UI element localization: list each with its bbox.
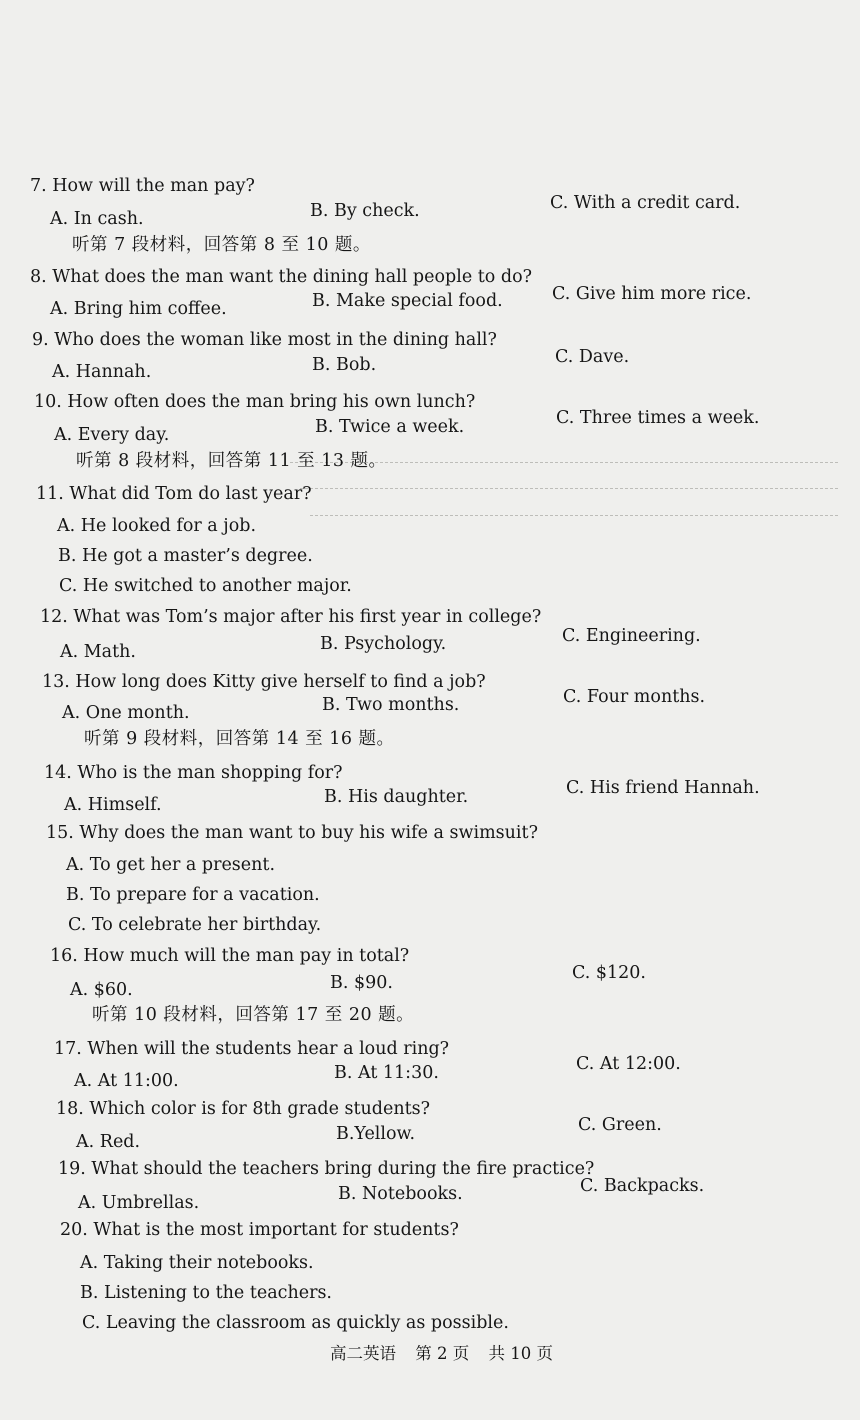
question-15-stem: 15. Why does the man want to buy his wife a swimsuit? [46,823,538,843]
question-11-option-b: B. He got a master’s degree. [58,546,313,566]
question-17-stem: 17. When will the students hear a loud ring? [54,1039,450,1059]
section-10-instruction: 听第 10 段材料，回答第 17 至 20 题。 [92,1005,415,1025]
question-19-option-a: A. Umbrellas. [78,1193,200,1213]
question-8-option-c: C. Give him more rice. [552,284,752,304]
question-15-option-b: B. To prepare for a vacation. [66,885,320,905]
footer-total-pages: 共 10 页 [488,1344,553,1363]
question-16-option-b: B. $90. [330,973,393,993]
question-10-option-c: C. Three times a week. [556,408,760,428]
question-20-option-a: A. Taking their notebooks. [80,1253,314,1273]
question-16-option-c: C. $120. [572,963,646,983]
question-19-option-b: B. Notebooks. [338,1184,463,1204]
question-14-option-c: C. His friend Hannah. [566,778,760,798]
question-9-stem: 9. Who does the woman like most in the dining hall? [32,330,497,350]
question-9-option-a: A. Hannah. [52,362,152,382]
footer-subject: 高二英语 [330,1344,396,1363]
question-7-option-a: A. In cash. [50,209,144,229]
question-15-option-a: A. To get her a present. [66,855,276,875]
question-16-option-a: A. $60. [70,980,133,1000]
question-11-stem: 11. What did Tom do last year? [36,484,312,504]
question-14-option-a: A. Himself. [64,795,162,815]
question-11-option-a: A. He looked for a job. [57,516,257,536]
question-14-stem: 14. Who is the man shopping for? [44,763,343,783]
question-14-option-b: B. His daughter. [324,787,469,807]
question-7-stem: 7. How will the man pay? [30,176,255,196]
question-9-option-c: C. Dave. [555,347,630,367]
question-8-option-a: A. Bring him coffee. [50,299,227,319]
question-12-option-a: A. Math. [60,642,136,662]
section-7-instruction: 听第 7 段材料，回答第 8 至 10 题。 [72,235,371,255]
question-17-option-c: C. At 12:00. [576,1054,681,1074]
question-20-option-c: C. Leaving the classroom as quickly as possible. [82,1313,509,1333]
section-8-instruction: 听第 8 段材料，回答第 11 至 13 题。 [76,451,387,471]
question-20-stem: 20. What is the most important for students? [60,1220,459,1240]
question-7-option-b: B. By check. [310,201,420,221]
question-19-stem: 19. What should the teachers bring during the fire practice? [58,1159,595,1179]
question-10-option-a: A. Every day. [54,425,170,445]
question-8-option-b: B. Make special food. [312,291,503,311]
question-13-option-a: A. One month. [62,703,190,723]
question-15-option-c: C. To celebrate her birthday. [68,915,322,935]
question-9-option-b: B. Bob. [312,355,377,375]
question-13-option-c: C. Four months. [563,687,706,707]
question-12-option-b: B. Psychology. [320,634,447,654]
question-16-stem: 16. How much will the man pay in total? [50,946,410,966]
footer-page-number: 第 2 页 [415,1344,470,1363]
question-17-option-a: A. At 11:00. [74,1071,179,1091]
question-18-option-b: B.Yellow. [336,1124,416,1144]
question-13-option-b: B. Two months. [322,695,460,715]
section-9-instruction: 听第 9 段材料，回答第 14 至 16 题。 [84,729,395,749]
question-10-stem: 10. How often does the man bring his own lunch? [34,392,476,412]
question-12-stem: 12. What was Tom’s major after his first year in college? [40,607,542,627]
question-18-option-a: A. Red. [76,1132,141,1152]
question-19-option-c: C. Backpacks. [580,1176,705,1196]
question-17-option-b: B. At 11:30. [334,1063,439,1083]
page-footer [330,1340,567,1364]
question-10-option-b: B. Twice a week. [315,417,465,437]
question-7-option-c: C. With a credit card. [550,193,741,213]
question-8-stem: 8. What does the man want the dining hall people to do? [30,267,532,287]
question-20-option-b: B. Listening to the teachers. [80,1283,332,1303]
question-18-option-c: C. Green. [578,1115,662,1135]
question-11-option-c: C. He switched to another major. [59,576,352,596]
question-12-option-c: C. Engineering. [562,626,701,646]
question-18-stem: 18. Which color is for 8th grade students? [56,1099,430,1119]
question-13-stem: 13. How long does Kitty give herself to find a job? [42,672,486,692]
